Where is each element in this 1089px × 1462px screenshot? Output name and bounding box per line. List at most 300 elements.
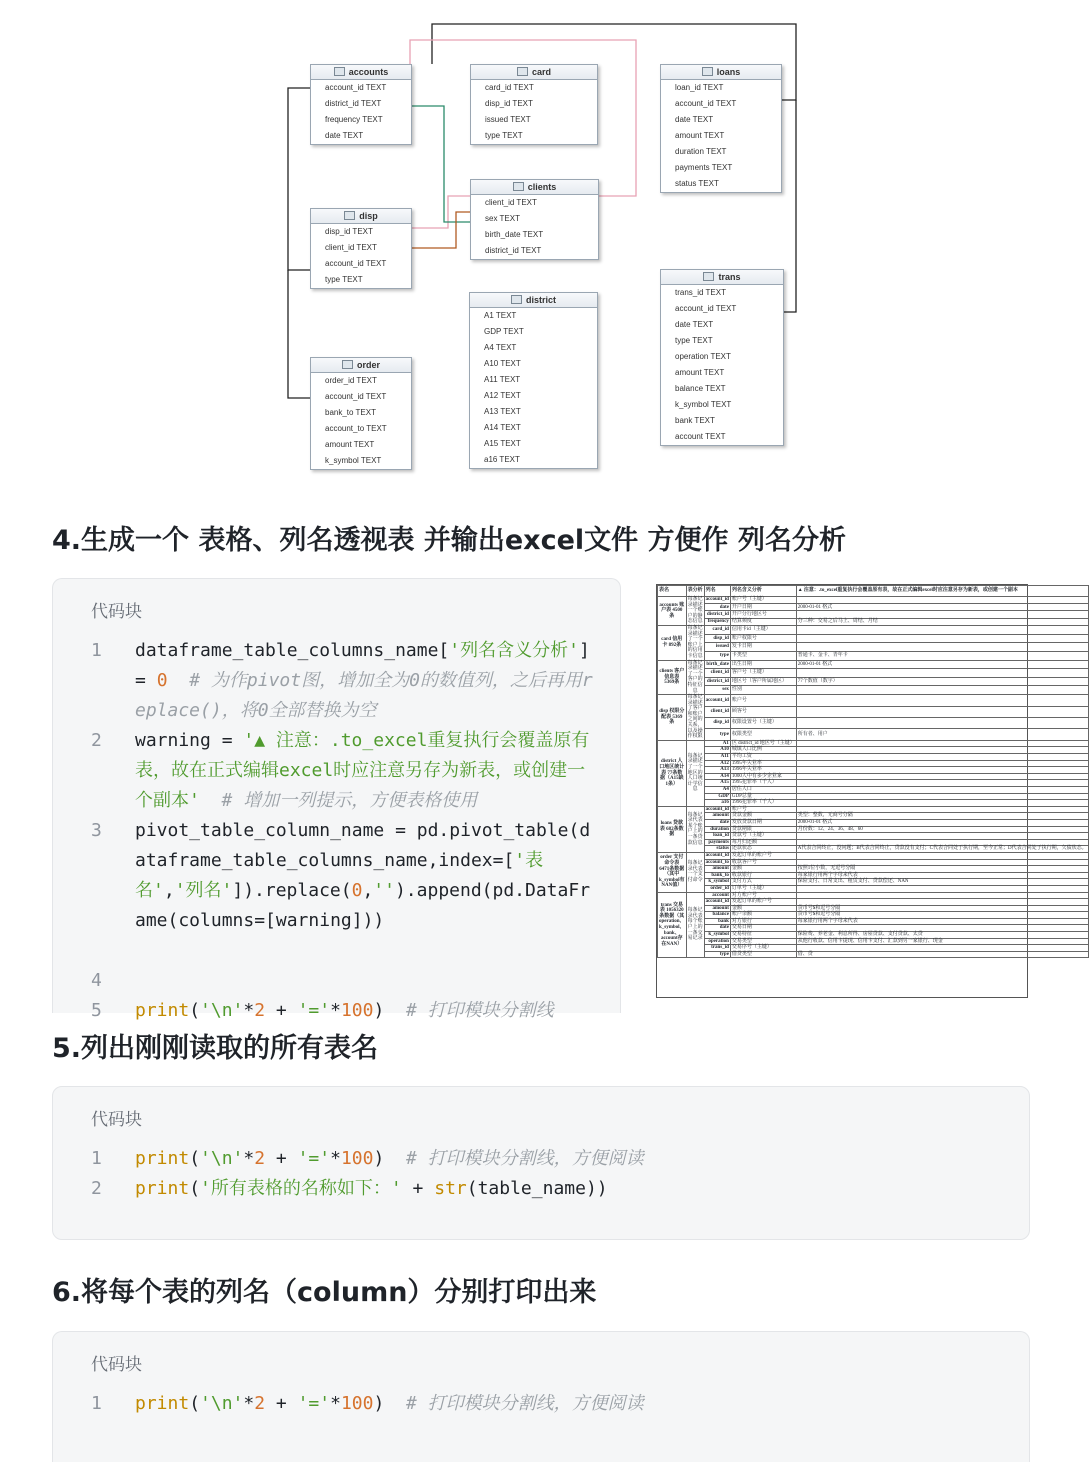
code-block-table-names[interactable] — [52, 1086, 1030, 1240]
er-table-disp — [310, 208, 412, 289]
pivot-cell — [796, 747, 1088, 754]
pivot-cell: account_to — [705, 859, 729, 865]
code-token: , — [362, 880, 374, 901]
table-icon — [344, 211, 355, 220]
pivot-cell: 金额 — [730, 866, 796, 873]
pivot-cell — [796, 780, 1088, 787]
pivot-table-name-cell: order 支付命令表 6471条数据（其中k_symbol有NAN值） — [658, 852, 687, 892]
pivot-cell: 交易日期 — [730, 925, 796, 932]
pivot-table-desc-cell: 每条记录描述一个账户的静态信息 — [687, 597, 703, 625]
er-table-title: card — [531, 67, 551, 77]
pivot-row — [658, 793, 1089, 800]
pivot-cell: 每月归还额 — [730, 839, 796, 846]
code-token: print — [135, 1178, 190, 1199]
table-icon — [511, 295, 522, 304]
code-text — [135, 1144, 1009, 1174]
er-table-title: trans — [718, 272, 741, 282]
line-number: 4 — [91, 970, 102, 991]
pivot-cell — [796, 787, 1088, 794]
pivot-row — [658, 669, 1089, 678]
pivot-row — [658, 899, 1089, 906]
code-token: dataframe_table_columns_name[ — [135, 640, 450, 661]
code-token: + — [265, 1148, 298, 1169]
pivot-cell: 分三种：交易之后马上、周结、月结 — [796, 618, 1088, 625]
pivot-cell: 1995犯罪率（千人） — [730, 780, 796, 787]
code-token: '▲ 注意：.to_excel重复执行会覆盖原有表，故在正式编辑excel时应注意另存为新表，或创建一个副本' — [135, 730, 590, 811]
er-column: account_id TEXT — [675, 99, 737, 108]
er-column: client_id TEXT — [325, 243, 377, 252]
pivot-cell — [796, 706, 1088, 717]
pivot-cell: 类型：整数，无商号分隔 — [796, 813, 1088, 820]
pivot-cell: A12 — [704, 760, 730, 767]
pivot-row — [658, 717, 1089, 728]
pivot-cell — [796, 925, 1088, 932]
pivot-table-preview — [656, 584, 1087, 998]
code-token: ( — [189, 1000, 201, 1021]
er-table-header — [311, 358, 411, 373]
er-column: birth_date TEXT — [485, 230, 544, 239]
pivot-row — [658, 938, 1089, 945]
code-token: ]).replace( — [232, 880, 352, 901]
code-token: # 打印模块分割线，方便阅读 — [405, 1393, 644, 1414]
er-column: A13 TEXT — [484, 407, 521, 416]
code-token: # 为作pivot图，增加全为0的数值列，之后再用replace()，将0全部替换为空 — [135, 670, 593, 721]
pivot-cell: GDP总量 — [730, 793, 796, 800]
pivot-table-name-cell: card 信用卡 892条 — [658, 625, 687, 660]
pivot-table-name-cell: disp 权限分配表 5369条 — [658, 695, 687, 741]
code-token: ( — [189, 1178, 201, 1199]
pivot-cell: 贷款金额 — [730, 813, 796, 820]
er-table-header — [661, 65, 781, 80]
pivot-cell: operation — [704, 938, 730, 945]
er-column: bank_to TEXT — [325, 408, 376, 417]
code-token: '\n' — [200, 1148, 244, 1169]
er-table-accounts — [310, 64, 412, 145]
pivot-cell: A14 — [704, 773, 730, 780]
er-column: a16 TEXT — [484, 455, 520, 464]
connector-disp-clients — [410, 212, 470, 248]
er-table-title: district — [525, 295, 556, 305]
pivot-row — [658, 611, 1089, 618]
pivot-row — [658, 686, 1089, 695]
er-column: k_symbol TEXT — [325, 456, 382, 465]
pivot-cell — [796, 625, 1088, 634]
code-token: '=' — [297, 1000, 331, 1021]
er-table-header — [311, 65, 411, 80]
pivot-row — [658, 826, 1089, 833]
pivot-table-name-cell: accounts 账户表 4500条 — [658, 597, 687, 626]
er-column: district_id TEXT — [485, 246, 542, 255]
pivot-cell — [796, 611, 1088, 618]
pivot-row — [658, 866, 1089, 873]
er-column: card_id TEXT — [485, 83, 534, 92]
code-token: (table_name)) — [466, 1178, 608, 1199]
pivot-cell: A4 — [704, 787, 730, 794]
code-token: '\n' — [200, 1393, 244, 1414]
pivot-cell: amount — [704, 905, 730, 912]
pivot-cell: k_symbol — [704, 879, 730, 886]
pivot-cell: 贷款期限 — [730, 826, 796, 833]
pivot-row — [658, 839, 1089, 846]
pivot-cell: disp_id — [704, 717, 730, 728]
pivot-cell: payments — [704, 839, 730, 846]
code-token: print — [135, 1148, 190, 1169]
pivot-cell: 金额 — [730, 905, 796, 912]
pivot-row — [658, 879, 1089, 886]
pivot-cell: type — [704, 729, 730, 740]
pivot-cell: 发起订单的账户号 — [730, 852, 796, 859]
pivot-cell: 1996犯罪率（千人） — [730, 800, 796, 807]
er-column: A10 TEXT — [484, 359, 521, 368]
pivot-cell: account_id — [705, 806, 729, 812]
pivot-cell — [796, 885, 1088, 892]
code-token: '' — [373, 880, 395, 901]
code-token: * — [330, 1148, 341, 1169]
er-column: A1 TEXT — [484, 311, 517, 320]
pivot-cell: 1996年失业率 — [730, 767, 796, 774]
pivot-cell: 开户分行地区号 — [730, 611, 796, 618]
pivot-cell — [796, 740, 1088, 747]
er-table-title: disp — [359, 211, 378, 221]
pivot-row — [658, 912, 1089, 919]
code-text — [135, 816, 600, 936]
pivot-cell: district_id — [704, 611, 730, 618]
pivot-cell: bank_to — [704, 872, 730, 879]
code-block-columns[interactable] — [52, 1331, 1030, 1462]
pivot-cell: account_id — [705, 852, 729, 858]
pivot-cell: 顾客号 — [730, 706, 796, 717]
pivot-cell: district_id — [704, 677, 730, 686]
code-token: # 增加一列提示，方便表格使用 — [221, 790, 478, 811]
pivot-cell: date — [704, 604, 730, 611]
code-token — [200, 790, 222, 811]
er-column: account TEXT — [675, 432, 726, 441]
code-token: str — [434, 1178, 467, 1199]
er-column: type TEXT — [325, 275, 363, 284]
pivot-row — [658, 800, 1089, 807]
er-column: k_symbol TEXT — [675, 400, 732, 409]
code-token: + — [265, 1000, 298, 1021]
code-token: * — [330, 1393, 341, 1414]
pivot-cell: date — [704, 819, 730, 826]
code-block-label: 代码块 — [91, 602, 142, 622]
code-token: 2 — [254, 1000, 266, 1021]
er-column: bank TEXT — [675, 416, 715, 425]
section6-heading: 6.将每个表的列名（column）分别打印出来 — [52, 1277, 597, 1308]
er-column: sex TEXT — [485, 214, 520, 223]
pivot-cell — [796, 859, 1088, 866]
pivot-cell: sex — [704, 686, 730, 695]
pivot-cell: 保险支付、日常支出、租赁支付、贷款偿还、NAN — [796, 879, 1088, 886]
pivot-cell: 贷款号（主键） — [730, 833, 796, 840]
er-column: A14 TEXT — [484, 423, 521, 432]
pivot-cell: k_symbol — [704, 932, 730, 939]
pivot-cell — [796, 800, 1088, 807]
er-column: amount TEXT — [325, 440, 375, 449]
code-token: , — [163, 880, 175, 901]
pivot-cell: 账户号（主键） — [730, 597, 796, 604]
pivot-cell: A10 — [704, 747, 730, 754]
er-column: account_to TEXT — [325, 424, 387, 433]
pivot-cell: 交易序号（主键） — [730, 945, 796, 952]
code-text — [135, 996, 600, 1026]
er-column: disp_id TEXT — [325, 227, 373, 236]
pivot-row — [658, 951, 1089, 958]
pivot-cell: account_id — [705, 597, 729, 603]
code-token: '所有表格的名称如下：' — [200, 1178, 402, 1199]
pivot-row — [658, 918, 1089, 925]
er-column: frequency TEXT — [325, 115, 383, 124]
er-column: account_id TEXT — [325, 392, 387, 401]
er-table-header — [470, 293, 597, 308]
pivot-cell: bank — [704, 918, 730, 925]
pivot-row — [658, 643, 1089, 652]
code-text — [135, 1174, 1009, 1204]
pivot-cell: amount — [704, 866, 730, 873]
code-token: # 打印模块分割线，方便阅读 — [405, 1148, 644, 1169]
pivot-row — [658, 604, 1089, 611]
er-column: date TEXT — [675, 320, 714, 329]
pivot-cell: A1 — [704, 740, 730, 747]
code-token: ] = — [135, 640, 601, 691]
pivot-cell: 地区号（客户所属地区） — [730, 677, 796, 686]
pivot-header-row — [658, 586, 1089, 597]
pivot-row — [658, 773, 1089, 780]
er-column: A11 TEXT — [484, 375, 521, 384]
pivot-cell: 发放贷款日期 — [730, 819, 796, 826]
pivot-cell — [796, 767, 1088, 774]
pivot-table-name-cell: district 人口地区统计表 77条数据（A15缺1条） — [658, 740, 687, 806]
code-block-label: 代码块 — [91, 1355, 142, 1375]
line-number: 2 — [91, 1178, 102, 1199]
pivot-cell: trans_id — [704, 945, 730, 952]
er-column: date TEXT — [675, 115, 714, 124]
pivot-row — [658, 806, 1089, 813]
code-token: print — [135, 1000, 190, 1021]
connector-accounts-disp — [288, 88, 310, 270]
pivot-cell — [796, 597, 1088, 604]
pivot-row — [658, 905, 1089, 912]
pivot-cell — [796, 833, 1088, 840]
pivot-table-desc-cell: 每条记录描述了客户和账户之间的关系，以及操作权限 — [687, 695, 703, 740]
code-token: + — [401, 1178, 435, 1199]
pivot-table-desc-cell: 每条记录代表一个支付命令 — [686, 852, 704, 892]
pivot-header-cell: ▲ 注意：.to_excel重复执行会覆盖原有表，故在正式编辑excel时应注意另存为新表，或创建一个副本 — [796, 586, 1088, 597]
er-column: A15 TEXT — [484, 439, 521, 448]
er-column: account_id TEXT — [675, 304, 737, 313]
table-icon — [513, 182, 524, 191]
pivot-cell: 保险费、养老金、利息所得、房屋贷款、支付贷款、太贷 — [796, 932, 1088, 939]
code-token: print — [135, 1393, 190, 1414]
pivot-cell: 1000人中有多少企业家 — [730, 773, 796, 780]
pivot-cell — [796, 717, 1088, 728]
code-token: * — [243, 1393, 255, 1414]
pivot-row — [658, 677, 1089, 686]
pivot-cell — [796, 669, 1088, 678]
code-token: 2 — [254, 1393, 266, 1414]
er-column: account_id TEXT — [325, 83, 387, 92]
pivot-cell — [796, 754, 1088, 761]
pivot-cell: issued — [704, 643, 730, 652]
pivot-row — [658, 740, 1089, 747]
pivot-header-cell: 列名含义分析 — [730, 586, 796, 597]
code-token: ( — [189, 1393, 201, 1414]
pivot-table-desc-cell: 每条记录描述了一个账户上的信用卡信息 — [687, 625, 703, 659]
pivot-cell: client_id — [704, 669, 730, 678]
pivot-row — [658, 729, 1089, 740]
pivot-row — [658, 760, 1089, 767]
pivot-row — [658, 932, 1089, 939]
connector-trans-accounts — [782, 100, 796, 312]
code-token: '列名含义分析' — [449, 640, 579, 661]
pivot-row — [658, 706, 1089, 717]
pivot-table-desc-cell: 每条记录代表某个账户上的一条贷款信息 — [686, 806, 704, 852]
pivot-row — [658, 819, 1089, 826]
pivot-header-cell: 表分析 — [686, 586, 704, 597]
code-block-pivot[interactable] — [52, 578, 621, 1021]
pivot-cell: 还款状态 — [730, 846, 796, 853]
line-number: 1 — [91, 640, 102, 661]
pivot-cell: account_id — [705, 899, 729, 905]
code-token: 100 — [340, 1148, 374, 1169]
pivot-cell: 月份数：12、24、36、48、60 — [796, 826, 1088, 833]
pivot-row — [658, 892, 1089, 899]
pivot-cell: 结算频度 — [730, 618, 796, 625]
er-column: status TEXT — [675, 179, 719, 188]
pivot-cell: 对方账户号 — [730, 892, 796, 899]
code-token: 2 — [254, 1148, 266, 1169]
pivot-cell: 信用卡id（主键） — [730, 625, 796, 634]
pivot-row — [658, 780, 1089, 787]
pivot-cell: a16 — [704, 800, 730, 807]
pivot-cell — [796, 806, 1088, 813]
pivot-cell — [796, 773, 1088, 780]
table-icon — [334, 67, 345, 76]
pivot-row — [658, 597, 1089, 604]
table-icon — [342, 360, 353, 369]
er-column: operation TEXT — [675, 352, 731, 361]
pivot-cell: 平均工资 — [730, 754, 796, 761]
pivot-cell: client_id — [704, 706, 730, 717]
section5-heading: 5.列出刚刚读取的所有表名 — [52, 1033, 379, 1064]
er-table-header — [471, 65, 597, 80]
pivot-cell: card_id — [704, 625, 730, 634]
pivot-cell — [796, 760, 1088, 767]
er-column: type TEXT — [485, 131, 523, 140]
pivot-cell: A15 — [704, 780, 730, 787]
line-number: 1 — [91, 1393, 102, 1414]
pivot-cell — [796, 892, 1088, 899]
line-number: 5 — [91, 1000, 102, 1021]
pivot-row — [658, 872, 1089, 879]
er-table-card — [470, 64, 598, 145]
pivot-cell: 1995年失业率 — [730, 760, 796, 767]
pivot-cell: date — [704, 925, 730, 932]
pivot-table-name-cell: clients 客户信息表 5369条 — [658, 660, 687, 695]
pivot-row — [658, 695, 1089, 706]
pivot-cell: 货币号$和逗号分隔 — [796, 905, 1088, 912]
pivot-cell: 从他行收款、信用卡提现、信用卡支付、汇款到另一家银行、现金 — [796, 938, 1088, 945]
code-token: ( — [189, 1148, 201, 1169]
code-token: * — [243, 1000, 255, 1021]
er-table-district — [469, 292, 598, 469]
pivot-cell: 账户号 — [730, 806, 796, 813]
code-token: 100 — [340, 1000, 374, 1021]
er-column: order_id TEXT — [325, 376, 377, 385]
er-column: A4 TEXT — [484, 343, 517, 352]
pivot-cell: 77个数值（数字） — [796, 677, 1088, 686]
pivot-cell: 对方银行 — [730, 918, 796, 925]
pivot-row — [658, 634, 1089, 643]
code-token: 0 — [351, 880, 363, 901]
pivot-cell: account_id — [704, 695, 730, 706]
er-column: amount TEXT — [675, 131, 725, 140]
pivot-cell — [796, 634, 1088, 643]
pivot-table-desc-cell: 每条记录描述了一个地区的人口统计学信息 — [686, 740, 704, 806]
pivot-row — [658, 618, 1089, 625]
section4-heading: 4.生成一个 表格、列名透视表 并输出excel文件 方便作 列名分析 — [52, 525, 846, 556]
pivot-row — [658, 945, 1089, 952]
table-icon — [702, 67, 713, 76]
pivot-cell: 区 district_id 地区号（主键） — [731, 740, 795, 746]
code-token: ) — [373, 1393, 406, 1414]
pivot-cell — [796, 686, 1088, 695]
pivot-cell: 借、贷 — [796, 951, 1088, 958]
pivot-cell: 普通卡、金卡、青年卡 — [796, 651, 1088, 660]
pivot-cell: birth_date — [704, 660, 730, 669]
er-table-clients — [470, 179, 599, 260]
pivot-cell: 货币号$和逗号分隔 — [796, 912, 1088, 919]
pivot-cell: frequency — [704, 618, 730, 625]
pivot-cell: amount — [704, 813, 730, 820]
pivot-cell: A13 — [704, 767, 730, 774]
pivot-row — [658, 651, 1089, 660]
pivot-cell: duration — [704, 826, 730, 833]
code-text — [135, 726, 600, 816]
er-table-header — [311, 209, 411, 224]
pivot-cell: 账户号 — [730, 695, 796, 706]
code-text — [135, 1389, 1009, 1419]
code-token: ).append(pd.DataFrame(columns=[warning])) — [135, 880, 591, 931]
pivot-table-name-cell: trans 交易表 1056320条数据（其operation、k_symbol、bank、account存在NAN） — [658, 892, 687, 958]
er-column: balance TEXT — [675, 384, 726, 393]
code-token: ) — [373, 1000, 406, 1021]
pivot-cell — [796, 695, 1088, 706]
pivot-cell — [796, 643, 1088, 652]
pivot-cell — [796, 899, 1088, 906]
pivot-cell — [796, 852, 1088, 859]
pivot-row — [658, 852, 1089, 859]
er-column: loan_id TEXT — [675, 83, 724, 92]
pivot-cell: 收款客户号 — [730, 859, 796, 866]
pivot-cell: 2000-01-01 格式 — [796, 604, 1088, 611]
pivot-cell: account — [704, 892, 730, 899]
pivot-cell: status — [704, 846, 730, 853]
pivot-cell: 所有者、用户 — [796, 729, 1088, 740]
pivot-cell: 客户号（主键） — [730, 669, 796, 678]
pivot-row — [658, 846, 1089, 853]
er-column: A12 TEXT — [484, 391, 521, 400]
pivot-cell: 发起订单的账户号 — [730, 899, 796, 906]
er-table-header — [471, 180, 598, 195]
pivot-cell: 按照1位小数，无逗号分隔 — [796, 866, 1088, 873]
code-token: '表名' — [135, 850, 544, 901]
pivot-table-desc-cell: 每条记录代表每个账户上的一条交易记录 — [686, 892, 704, 958]
pivot-row — [658, 747, 1089, 754]
pivot-cell: order_id — [704, 885, 730, 892]
er-column: amount TEXT — [675, 368, 725, 377]
pivot-cell — [796, 945, 1088, 952]
